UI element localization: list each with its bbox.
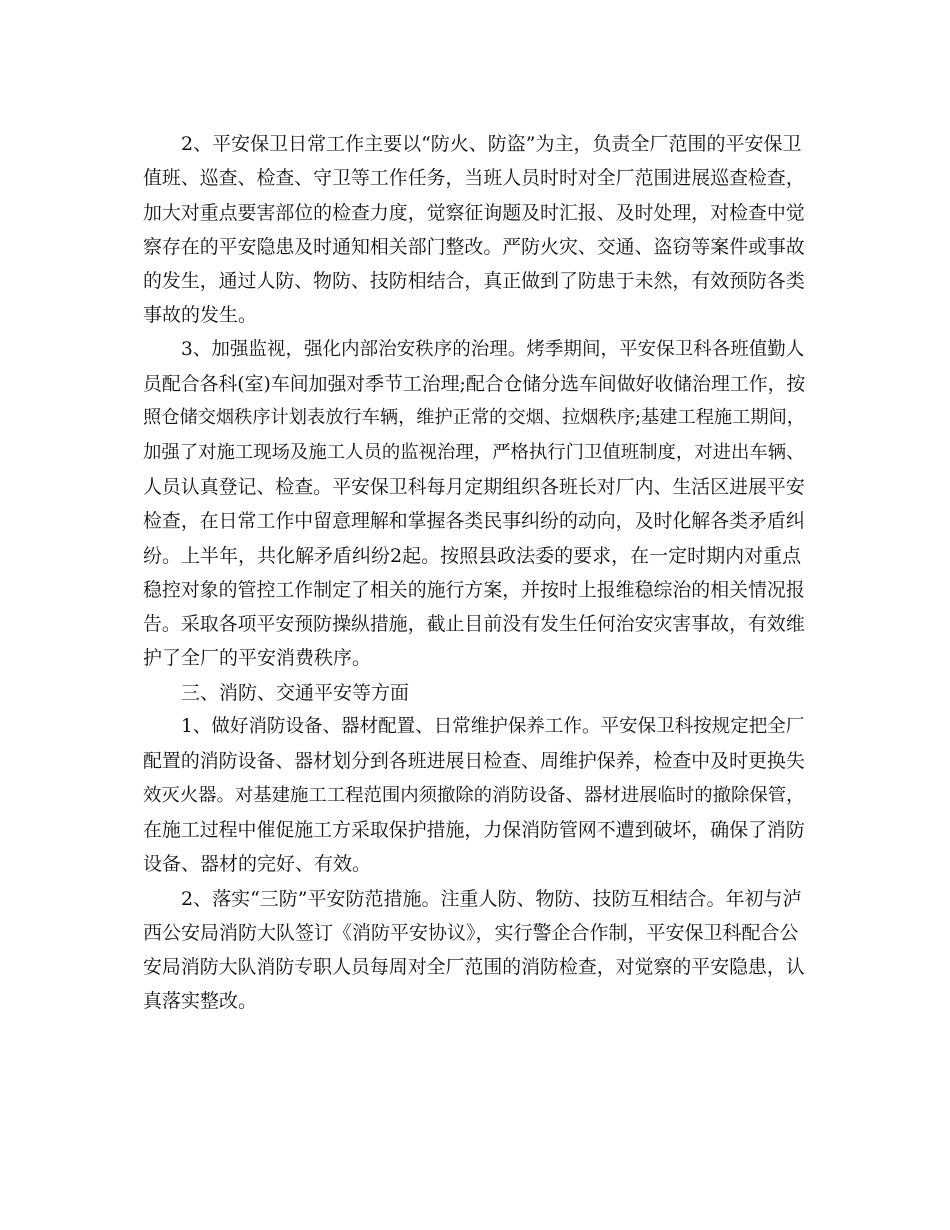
text-line: 西公安局消防大队签订《消防平安协议》，实行警企合作制，平安保卫科配合公 (143, 921, 799, 944)
text-line: 2、落实“三防”平安防范措施。注重人防、物防、技防互相结合。年初与泸 (181, 887, 802, 910)
text-line: 员配合各科(室)车间加强对季节工治理;配合仓储分选车间做好收储治理工作，按 (143, 373, 806, 396)
text-line: 值班、巡查、检查、守卫等工作任务，当班人员时时对全厂范围进展巡查检查， (143, 167, 805, 190)
document-body (143, 127, 805, 1019)
text-line: 照仓储交烟秩序计划表放行车辆，维护正常的交烟、拉烟秩序;基建工程施工期间， (143, 407, 806, 429)
text-line: 三、消防、交通平安等方面 (181, 681, 410, 704)
text-line: 察存在的平安隐患及时通知相关部门整改。严防火灾、交通、盗窃等案件或事故 (143, 235, 805, 258)
text-line: 加大对重点要害部位的检查力度，觉察征询题及时汇报、及时处理，对检查中觉 (143, 201, 805, 224)
text-line: 稳控对象的管控工作制定了相关的施行方案，并按时上报维稳综治的相关情况报 (143, 578, 805, 601)
text-line: 加强了对施工现场及施工人员的监视治理，严格执行门卫值班制度，对进出车辆、 (143, 441, 805, 463)
text-line: 检查，在日常工作中留意理解和掌握各类民事纠纷的动向，及时化解各类矛盾纠 (143, 510, 805, 533)
text-line: 设备、器材的完好、有效。 (143, 853, 372, 876)
text-line: 人员认真登记、检查。平安保卫科每月定期组织各班长对厂内、生活区进展平安 (143, 475, 805, 498)
text-line: 事故的发生。 (143, 304, 258, 327)
text-line: 配置的消防设备、器材划分到各班进展日检查、周维护保养，检查中及时更换失 (143, 750, 805, 773)
text-line: 在施工过程中催促施工方采取保护措施，力保消防管网不遭到破坏，确保了消防 (143, 818, 805, 841)
text-line: 的发生，通过人防、物防、技防相结合，真正做到了防患于未然，有效预防各类 (143, 270, 805, 293)
text-line: 效灭火器。对基建施工工程范围内须撤除的消防设备、器材进展临时的撤除保管， (143, 784, 805, 806)
text-line: 3、加强监视，强化内部治安秩序的治理。烤季期间，平安保卫科各班值勤人 (181, 338, 805, 360)
text-line: 纷。上半年，共化解矛盾纠纷2起。按照县政法委的要求，在一定时期内对重点 (143, 544, 802, 567)
text-line: 2、平安保卫日常工作主要以“防火、防盗”为主，负责全厂范围的平安保卫 (181, 133, 802, 155)
text-line: 1、做好消防设备、器材配置、日常维护保养工作。平安保卫科按规定把全厂 (181, 716, 805, 738)
text-line: 安局消防大队消防专职人员每周对全厂范围的消防检查，对觉察的平安隐患，认 (143, 956, 805, 979)
text-line: 真落实整改。 (143, 990, 258, 1013)
text-line: 告。采取各项平安预防操纵措施，截止目前没有发生任何治安灾害事故，有效维 (143, 613, 805, 636)
text-line: 护了全厂的平安消费秩序。 (143, 647, 372, 670)
